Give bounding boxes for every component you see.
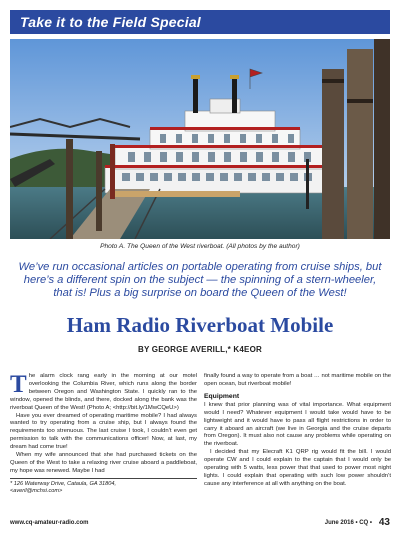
- paragraph-1-text: he alarm clock rang early in the morning at our motel overlooking the Columbia River, which runs along the border between Oregon and Washington State. I quickly ran to the window, opened the blinds, and there, docked along the bank was the riverboat Queen of the West! (Photo A; <http://bit.ly/1MwCQeU>): [10, 373, 197, 411]
- paragraph-1: [10, 373, 197, 413]
- banner-title: Take it to the Field Special: [20, 14, 201, 30]
- paragraph-2: Have you ever dreamed of operating maritime mobile? I had always wanted to try operating from a cruise ship, but I always found the requirements too strenuous. The last cruise I took, I couldn’t even get permission to talk with the communications officer! Now, at last, my dream had come true!: [10, 412, 197, 451]
- page-number: 43: [378, 517, 390, 528]
- author-footnote: [10, 478, 197, 495]
- paragraph-4: finally found a way to operate from a boat … not maritime mobile on the open ocean, but riverboat mobile!: [204, 373, 391, 387]
- riverboat-illustration: [10, 39, 390, 239]
- paragraph-5: I knew that prior planning was of vital importance. What equipment would I need? Whatever equipment I would take would have to be lightweight and it would have to pass all flight restrictions in order to carry it aboard an aircraft (we live in Georgia and the cruise departs from Oregon). It must also not cause any problems while operating on the riverboat.: [204, 401, 391, 448]
- article-deck: We’ve run occasional articles on portable operating from cruise ships, but here’s a different spin on the subject — the spinning of a stern-wheeler, that is! Plus a big surprise on board the Queen of the West!: [18, 261, 382, 299]
- article-headline: Ham Radio Riverboat Mobile: [66, 313, 334, 337]
- section-banner: [10, 10, 390, 34]
- article-byline: BY GEORGE AVERILL,* K4EOR: [138, 345, 262, 354]
- paragraph-6: I decided that my Elecraft K1 QRP rig would fit the bill. I would operate CW and I could explain to the captain that I would only be operating with 5 watts, less power that that used to power most night lights. I could explain that operating with such low power shouldn’t cause any interference at all with anything on the boat.: [204, 449, 391, 487]
- footer-url: www.cq-amateur-radio.com: [10, 520, 89, 526]
- dropcap: T: [10, 371, 27, 398]
- footnote-address: * 126 Waterway Drive, Cataula, GA 31804,: [10, 481, 117, 487]
- left-column: [10, 373, 197, 476]
- riverboat-photo: [10, 39, 390, 239]
- photo-caption: Photo A. The Queen of the West riverboat. (All photos by the author): [100, 243, 300, 250]
- paragraph-3: When my wife announced that she had purchased tickets on the Queen of the West to take a relaxing river cruise aboard a paddleboat, my hope was renewed. Maybe I had: [10, 452, 197, 474]
- footer-issue: June 2016 • CQ •: [324, 520, 372, 526]
- subhead-equipment: Equipment: [204, 392, 240, 400]
- right-column: [204, 373, 391, 489]
- footnote-email: <averil@mchsi.com>: [10, 488, 63, 494]
